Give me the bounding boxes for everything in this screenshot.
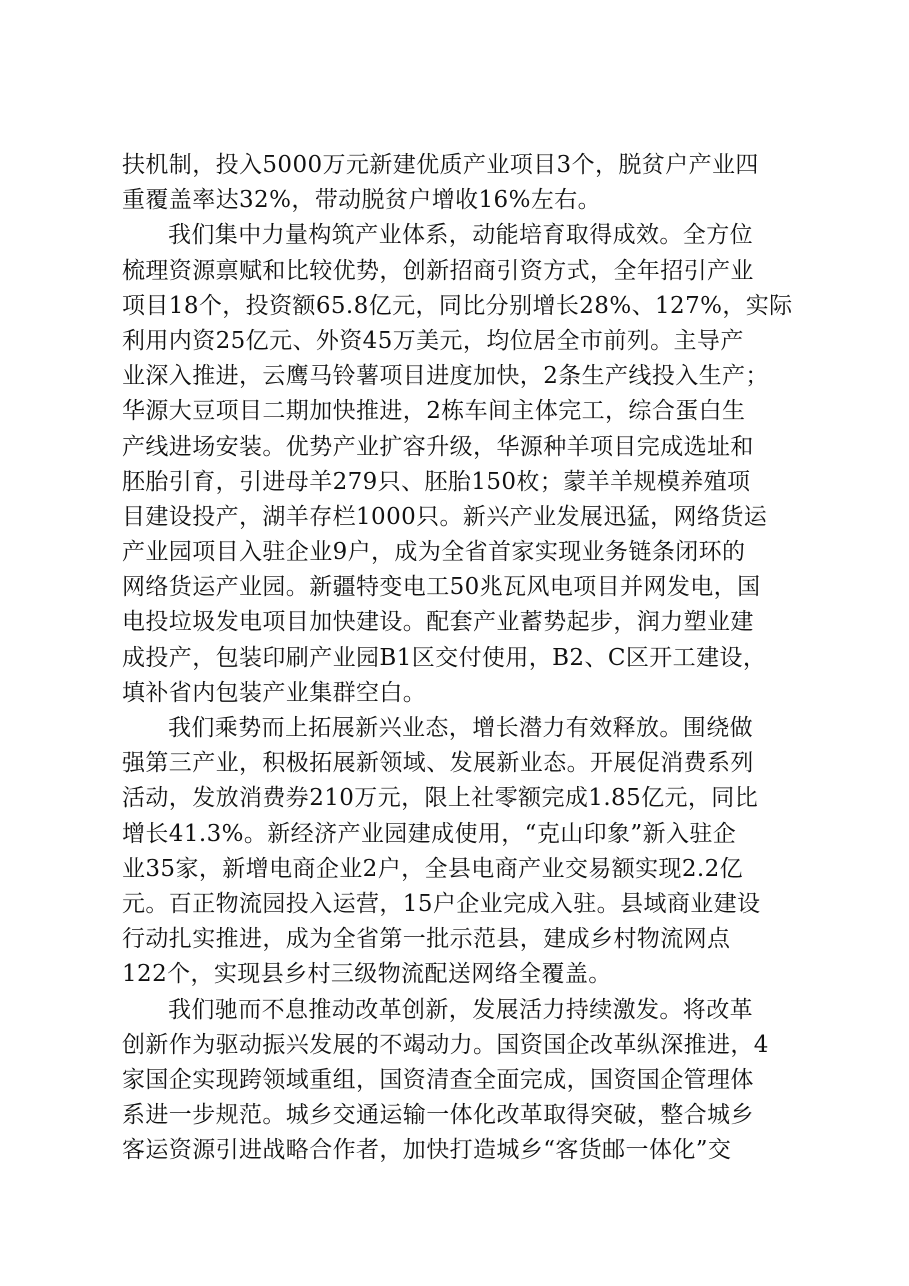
text-line: 利用内资25亿元、外资45万美元，均位居全市前列。主导产: [122, 327, 744, 354]
text-line: 创新作为驱动振兴发展的不竭动力。国资国企改革纵深推进，4: [122, 1031, 769, 1058]
text-line: 电投垃圾发电项目加快建设。配套产业蓄势起步，润力塑业建: [122, 609, 754, 636]
text-line: 胚胎引育，引进母羊279只、胚胎150枚；蒙羊羊规模养殖项: [122, 468, 751, 495]
text-line: 活动，发放消费券210万元，限上社零额完成1.85亿元，同比: [122, 785, 759, 812]
text-line: 产线进场安装。优势产业扩容升级，华源种羊项目完成选址和: [122, 433, 754, 460]
text-line: 项目18个，投资额65.8亿元，同比分别增长28%、127%，实际: [122, 292, 793, 319]
text-line: 网络货运产业园。新疆特变电工50兆瓦风电项目并网发电，国: [122, 574, 761, 601]
text-line: 产业园项目入驻企业9户，成为全省首家实现业务链条闭环的: [122, 539, 746, 566]
text-line: 元。百正物流园投入运营，15户企业完成入驻。县域商业建设: [122, 890, 761, 917]
text-line: 业深入推进，云鹰马铃薯项目进度加快，2条生产线投入生产；: [122, 363, 769, 390]
text-line: 客运资源引进战略合作者，加快打造城乡“客货邮一体化”交: [122, 1137, 732, 1164]
text-line: 梳理资源禀赋和比较优势，创新招商引资方式，全年招引产业: [122, 257, 754, 284]
text-line: 成投产，包装印刷产业园B1区交付使用，B2、C区开工建设，: [122, 644, 767, 671]
paragraph-start-line: 我们集中力量构筑产业体系，动能培育取得成效。全方位: [168, 222, 753, 249]
document-page: [122, 148, 812, 1168]
paragraph-start-line: 我们乘势而上拓展新兴业态，增长潜力有效释放。围绕做: [168, 715, 753, 741]
text-line: 强第三产业，积极拓展新领域、发展新业态。开展促消费系列: [122, 750, 754, 777]
text-line: 122个，实现县乡村三级物流配送网络全覆盖。: [122, 961, 612, 988]
text-line: 系进一步规范。城乡交通运输一体化改革取得突破，整合城乡: [122, 1102, 754, 1129]
text-line: 增长41.3%。新经济产业园建成使用，“克山印象”新入驻企: [122, 820, 737, 847]
text-line: 扶机制，投入5000万元新建优质产业项目3个，脱贫户产业四: [122, 152, 759, 178]
text-line: 重覆盖率达32%，带动脱贫户增收16%左右。: [122, 187, 602, 214]
text-line: 业35家，新增电商企业2户，全县电商产业交易额实现2.2亿: [122, 855, 744, 882]
text-line: 填补省内包装产业集群空白。: [122, 679, 427, 706]
text-line: 行动扎实推进，成为全省第一批示范县，建成乡村物流网点: [122, 926, 731, 953]
text-line: 华源大豆项目二期加快推进，2栋车间主体完工，综合蛋白生: [122, 398, 746, 425]
paragraph-start-line: 我们驰而不息推动改革创新，发展活力持续激发。将改革: [168, 996, 753, 1023]
text-line: 目建设投产，湖羊存栏1000只。新兴产业发展迅猛，网络货运: [122, 503, 768, 530]
text-line: 家国企实现跨领域重组，国资清查全面完成，国资国企管理体: [122, 1066, 754, 1093]
